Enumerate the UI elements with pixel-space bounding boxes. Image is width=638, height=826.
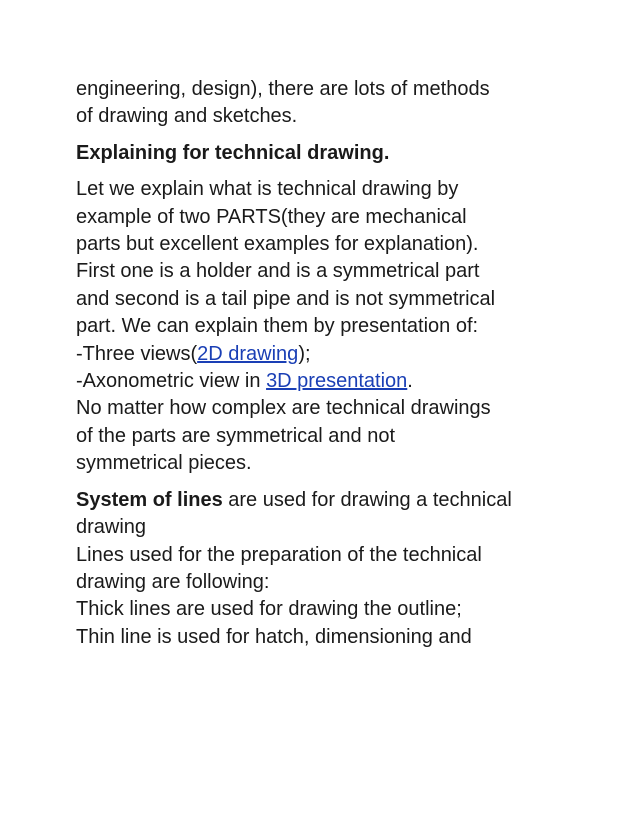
three-views-prefix: -Three views(	[76, 342, 198, 365]
text-line: Thick lines are used for drawing the outline;	[76, 598, 462, 621]
explanation-paragraph	[76, 176, 596, 477]
lines-lead-rest: are used for drawing a technical	[222, 488, 512, 511]
lines-paragraph	[76, 487, 596, 651]
text-line: of drawing and sketches.	[76, 105, 298, 128]
text-line: Lines used for the preparation of the technical	[76, 543, 482, 566]
text-line: First one is a holder and is a symmetrical part	[76, 260, 480, 283]
text-line: of the parts are symmetrical and not	[76, 424, 396, 447]
axonometric-prefix: -Axonometric view in	[76, 370, 267, 393]
text-line: No matter how complex are technical drawings	[76, 397, 491, 420]
text-line: Let we explain what is technical drawing by	[76, 178, 459, 201]
axonometric-suffix: .	[407, 370, 413, 393]
text-line: Thin line is used for hatch, dimensioning and	[76, 625, 472, 648]
text-line: drawing	[76, 516, 147, 539]
text-line: and second is a tail pipe and is not symmetrical	[76, 287, 496, 310]
document-page	[76, 76, 596, 651]
heading-text: Explaining for technical drawing.	[76, 141, 390, 164]
text-line: part. We can explain them by presentation of:	[76, 315, 479, 338]
text-line: symmetrical pieces.	[76, 452, 252, 475]
text-line: drawing are following:	[76, 570, 270, 593]
three-views-suffix: );	[298, 342, 311, 365]
link-2d-drawing[interactable]: 2D drawing	[197, 342, 299, 365]
lines-lead-line	[76, 487, 596, 514]
text-line: engineering, design), there are lots of methods	[76, 78, 490, 100]
lines-bold-lead: System of lines	[76, 488, 223, 511]
intro-paragraph	[76, 76, 596, 131]
axonometric-line	[76, 368, 596, 395]
text-line: parts but excellent examples for explanation).	[76, 233, 479, 256]
link-3d-presentation[interactable]: 3D presentation	[266, 370, 408, 393]
section-heading	[76, 140, 596, 167]
three-views-line	[76, 341, 596, 368]
text-line: example of two PARTS(they are mechanical	[76, 205, 467, 228]
